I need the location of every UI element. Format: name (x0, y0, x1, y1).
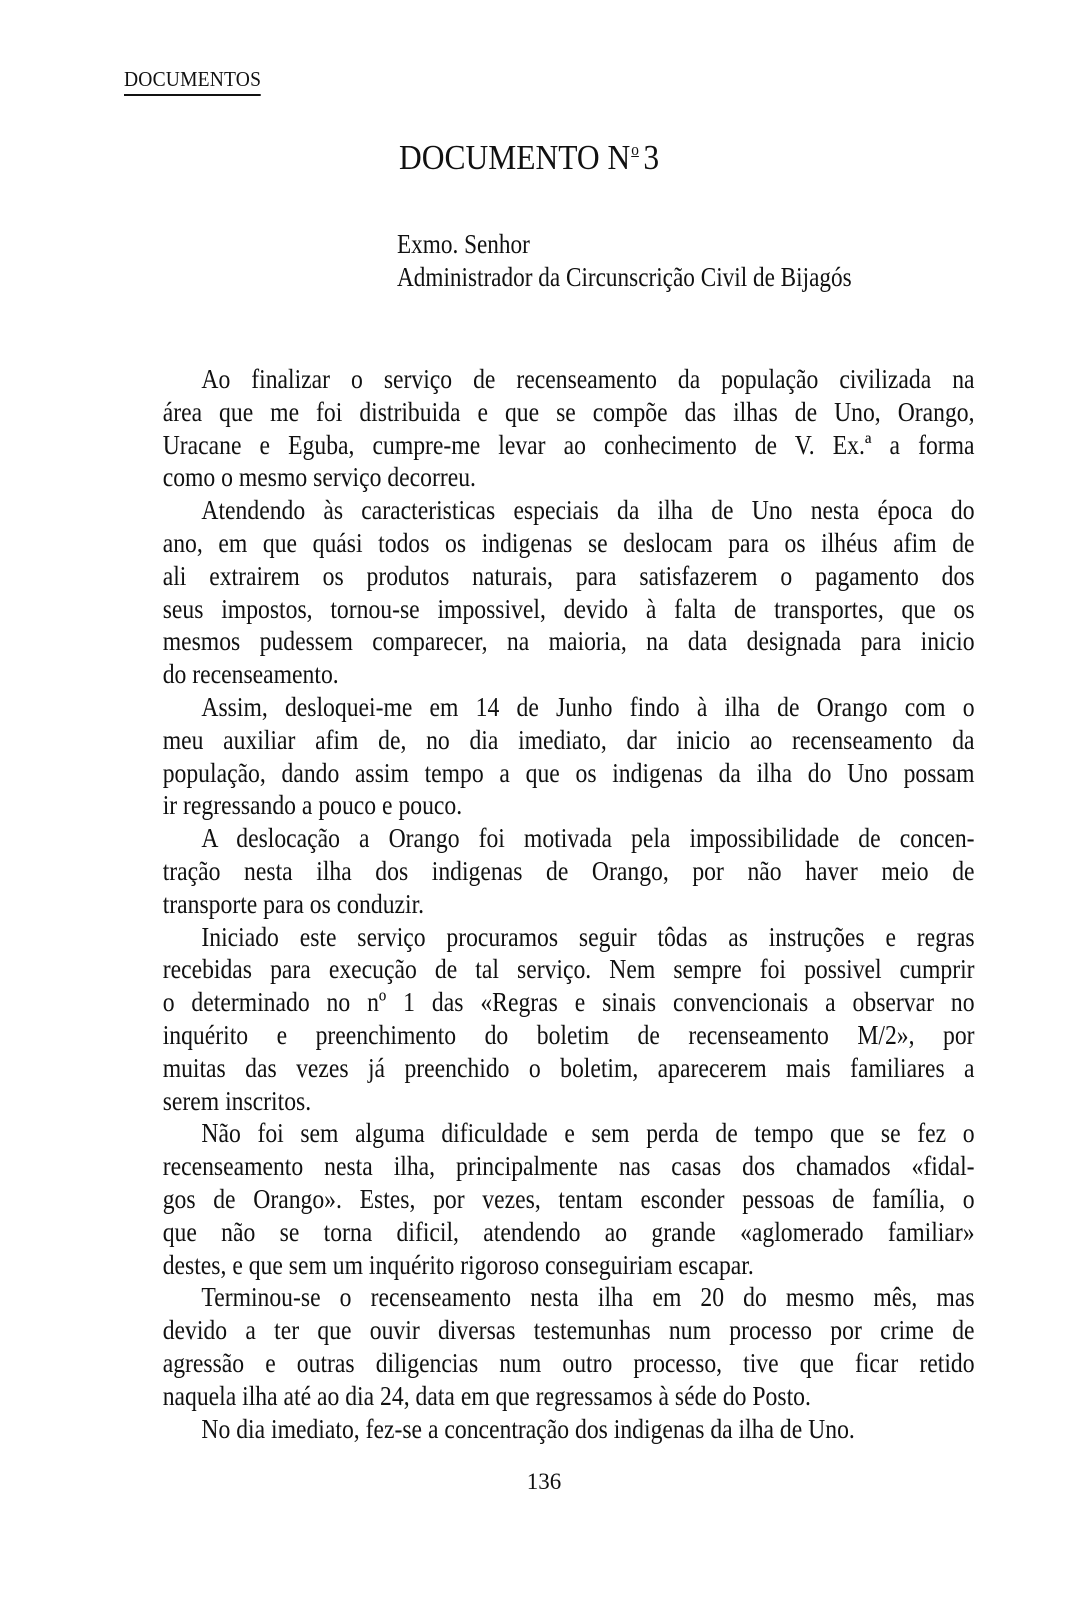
text-line: Assim, desloquei-me em 14 de Junho findo à ilha de Orango com o (201, 690, 975, 722)
text-line: ir regressando a pouco e pouco. (162, 789, 463, 821)
text-line: mesmos pudessem comparecer, na maioria, na data designada para inicio (162, 625, 975, 657)
text-line: área que me foi distribuida e que se compõe das ilhas de Uno, Orango, (162, 395, 975, 427)
page-number: 136 (526, 1469, 562, 1494)
paragraph (124, 822, 975, 920)
addressee-title: Administrador da Circunscrição Civil de Bijagós (397, 262, 852, 292)
letter-body (124, 363, 975, 1445)
paragraph (124, 691, 975, 822)
text-line: ali extrairem os produtos naturais, para satisfazerem o pagamento dos (162, 559, 975, 591)
running-head: DOCUMENTOS (124, 67, 261, 96)
text-line: Iniciado este serviço procuramos seguir tôdas as instruções e regras (201, 920, 975, 952)
text-line: inquérito e preenchimento do boletim de recenseamento M/2», por (162, 1018, 975, 1050)
paragraph (124, 1413, 975, 1446)
text-line: população, dando assim tempo a que os indigenas da ilha do Uno possam (162, 756, 975, 788)
document-title (399, 130, 659, 178)
text-line: do recenseamento. (162, 658, 339, 690)
text-line: gos de Orango». Estes, por vezes, tentam esconder pessoas de família, o (162, 1182, 975, 1214)
text-line: meu auxiliar afim de, no dia imediato, dar inicio ao recenseamento da (162, 723, 975, 755)
text-line: o determinado no nº 1 das «Regras e sinais convencionais a observar no (162, 986, 975, 1018)
text-line: agressão e outras diligencias num outro processo, tive que ficar retido (162, 1346, 975, 1378)
text-line: como o mesmo serviço decorreu. (162, 461, 476, 493)
text-line: Ao finalizar o serviço de recenseamento da população civilizada na (201, 363, 975, 394)
paragraph (124, 494, 975, 691)
salutation: Exmo. Senhor (397, 229, 530, 259)
text-line: tração nesta ilha dos indigenas de Orango, por não haver meio de (162, 854, 975, 886)
text-line: No dia imediato, fez-se a concentração dos indigenas da ilha de Uno. (201, 1412, 855, 1444)
paragraph (124, 1281, 975, 1412)
paragraph (124, 921, 975, 1118)
text-line: devido a ter que ouvir diversas testemunhas num processo por crime de (162, 1314, 975, 1346)
paragraph (124, 1117, 975, 1281)
paragraph (124, 363, 975, 494)
text-line: recenseamento nesta ilha, principalmente nas casas dos chamados «fidal- (162, 1150, 975, 1182)
text-line: ano, em que quási todos os indigenas se deslocam para os ilhéus afim de (162, 526, 975, 558)
text-line: seus impostos, tornou-se impossivel, devido à falta de transportes, que os (162, 592, 975, 624)
text-line: Atendendo às caracteristicas especiais da ilha de Uno nesta época do (201, 494, 975, 526)
text-line: Terminou-se o recenseamento nesta ilha em 20 do mesmo mês, mas (201, 1281, 975, 1313)
text-line: Não foi sem alguma dificuldade e sem perda de tempo que se fez o (201, 1117, 975, 1149)
text-line: A deslocação a Orango foi motivada pela impossibilidade de concen- (201, 822, 975, 854)
text-line: recebidas para execução de tal serviço. Nem sempre foi possivel cumprir (162, 953, 975, 985)
document-title-text: DOCUMENTO N (399, 138, 631, 177)
document-number: 3 (643, 138, 660, 177)
text-line: transporte para os conduzir. (162, 887, 425, 919)
numero-superscript: o (631, 140, 639, 159)
text-line: Uracane e Eguba, cumpre-me levar ao conhecimento de V. Ex.ª a forma (162, 428, 975, 460)
text-line: que não se torna dificil, atendendo ao grande «aglomerado familiar» (162, 1215, 975, 1247)
text-line: muitas das vezes já preenchido o boletim, aparecerem mais familiares a (162, 1051, 975, 1083)
text-line: serem inscritos. (162, 1084, 312, 1116)
text-line: destes, e que sem um inquérito rigoroso conseguiriam escapar. (162, 1248, 754, 1280)
addressee-block (397, 228, 852, 294)
text-line: naquela ilha até ao dia 24, data em que regressamos à séde do Posto. (162, 1379, 811, 1411)
